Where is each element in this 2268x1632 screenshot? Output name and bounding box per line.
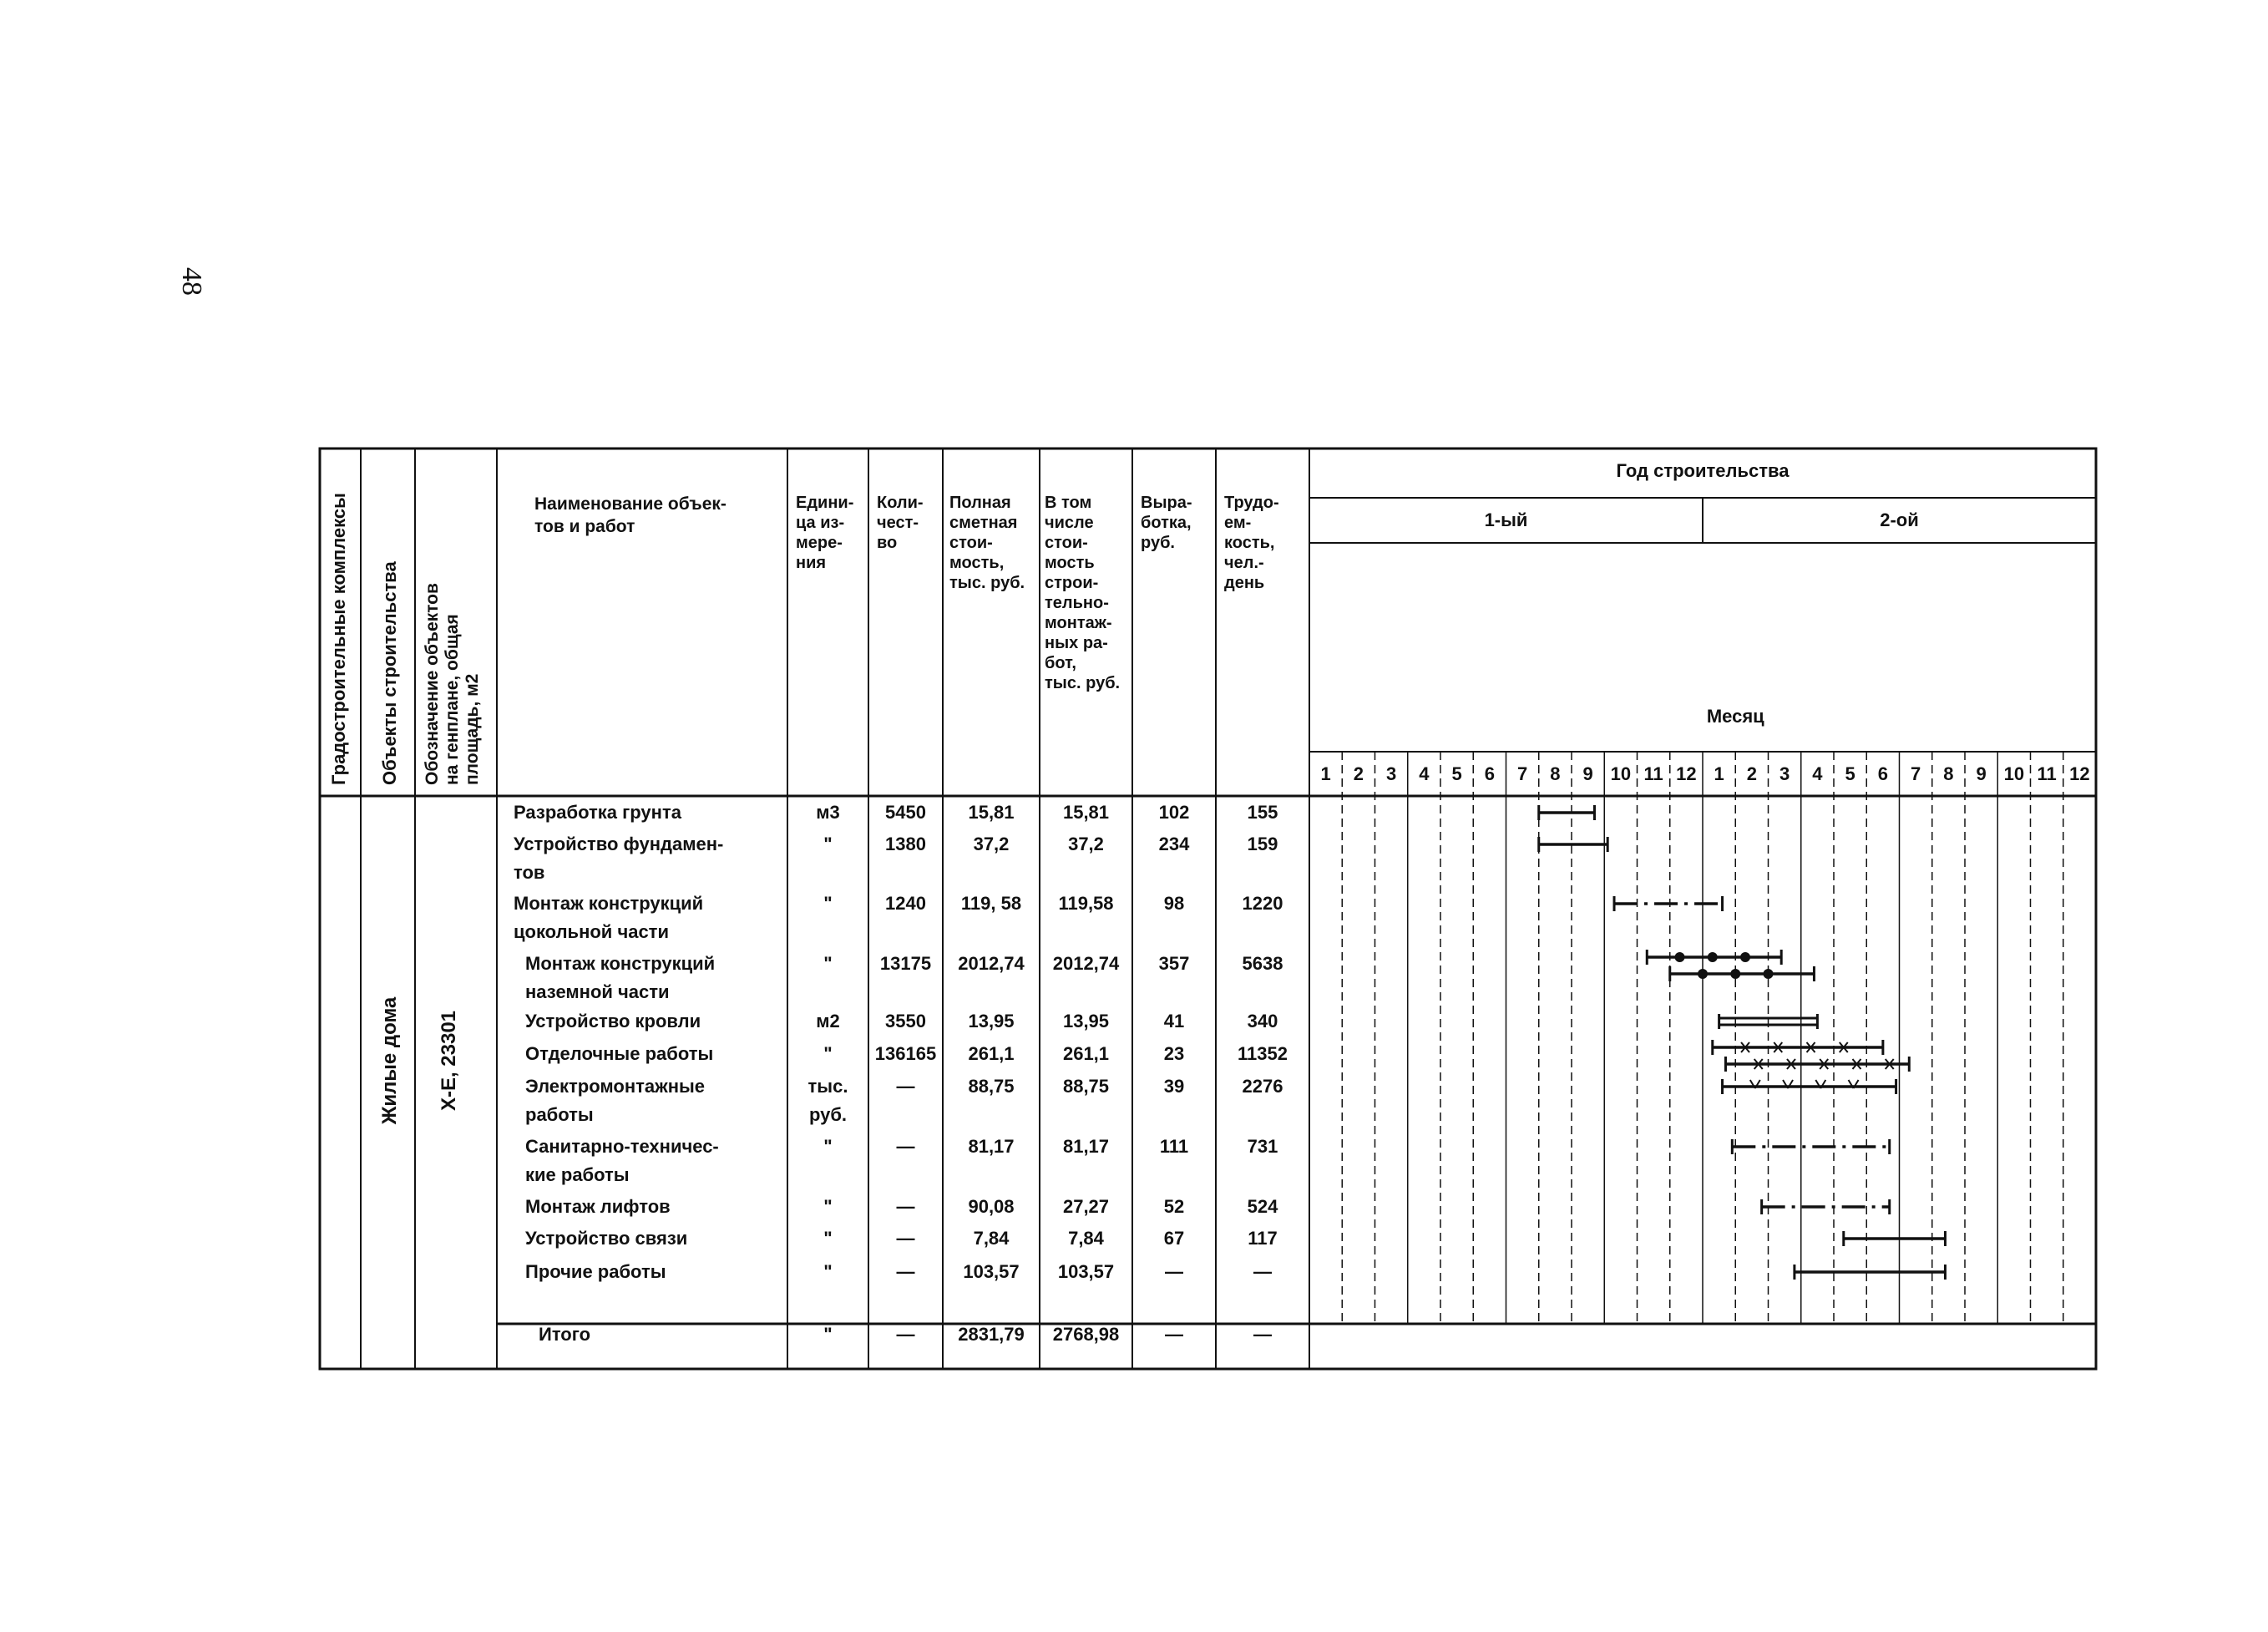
- gantt-bar: [1762, 1199, 1890, 1214]
- gantt-bar: [1539, 805, 1595, 820]
- work-name: Монтаж лифтов: [525, 1196, 671, 1217]
- work-name: Электромонтажные: [525, 1076, 706, 1097]
- header-designation: Обозначение объектов: [423, 583, 442, 785]
- work-name: Устройство кровли: [525, 1011, 701, 1031]
- work-name: наземной части: [525, 981, 670, 1002]
- gantt-dot: [1730, 969, 1740, 979]
- month-number: 6: [1877, 763, 1888, 784]
- header-complex: Градостроительные комплексы: [328, 493, 349, 785]
- gantt-bar: [1723, 1079, 1896, 1094]
- header-unit: мере-: [796, 534, 843, 552]
- gantt-bar: [1539, 837, 1607, 852]
- table-row: [525, 1076, 1283, 1125]
- included-cost: 103,57: [1057, 1261, 1115, 1282]
- header-qty: чест-: [877, 514, 919, 532]
- table-row: [514, 893, 1283, 942]
- gantt-bar: [1614, 896, 1723, 911]
- total-quantity: —: [896, 1324, 915, 1345]
- full-cost: 103,57: [963, 1261, 1020, 1282]
- month-number: 9: [1976, 763, 1987, 784]
- included-cost: 261,1: [1062, 1043, 1110, 1064]
- included-cost: 15,81: [1062, 802, 1110, 823]
- header-included-cost: стои-: [1045, 534, 1088, 552]
- month-number: 4: [1812, 763, 1823, 784]
- month-number: 2: [1353, 763, 1364, 784]
- output: 102: [1158, 802, 1190, 823]
- quantity: 136165: [874, 1043, 937, 1064]
- header-labor: день: [1224, 574, 1265, 592]
- full-cost: 88,75: [968, 1076, 1015, 1097]
- included-cost: 13,95: [1062, 1011, 1110, 1031]
- gantt-bar: [1670, 966, 1815, 981]
- table-row: [525, 1196, 1278, 1217]
- full-cost: 119, 58: [960, 893, 1022, 914]
- included-cost: 27,27: [1062, 1196, 1110, 1217]
- month-number: 11: [2037, 763, 2057, 784]
- full-cost: 37,2: [973, 834, 1010, 854]
- header-included-cost: В том: [1045, 494, 1092, 512]
- output: 41: [1163, 1011, 1185, 1031]
- complex-name: Жилые дома: [378, 996, 401, 1125]
- included-cost: 81,17: [1062, 1136, 1110, 1157]
- output: 357: [1158, 953, 1190, 974]
- output: 39: [1163, 1076, 1185, 1097]
- work-name: Разработка грунта: [514, 802, 681, 823]
- header-full-cost: стои-: [949, 534, 993, 552]
- output: 52: [1163, 1196, 1185, 1217]
- gantt-bar: [1732, 1139, 1889, 1154]
- unit: м2: [816, 1011, 840, 1031]
- labor: 2276: [1242, 1076, 1283, 1097]
- header-output: Выра-: [1141, 494, 1192, 512]
- header-output: руб.: [1141, 534, 1175, 552]
- quantity: 1380: [885, 834, 926, 854]
- gantt-dot: [1764, 969, 1774, 979]
- header-labor: ем-: [1224, 514, 1252, 532]
- unit: ": [823, 893, 833, 914]
- work-name: Устройство связи: [525, 1228, 688, 1249]
- work-name: цокольной части: [514, 921, 669, 942]
- header-qty: Коли-: [877, 494, 924, 512]
- gantt-dot: [1698, 969, 1708, 979]
- quantity: —: [896, 1076, 915, 1097]
- header-full-cost: мость,: [949, 554, 1005, 572]
- full-cost: 13,95: [968, 1011, 1015, 1031]
- month-number: 7: [1517, 763, 1528, 784]
- included-cost: 7,84: [1068, 1228, 1104, 1249]
- month-number: 1: [1714, 763, 1724, 784]
- month-number: 3: [1386, 763, 1397, 784]
- quantity: —: [896, 1261, 915, 1282]
- output: 23: [1163, 1043, 1185, 1064]
- header-name: Наименование объек-: [534, 494, 726, 514]
- month-number: 7: [1911, 763, 1921, 784]
- output: 98: [1163, 893, 1185, 914]
- header-unit: ния: [796, 554, 827, 572]
- month-number: 12: [1676, 763, 1697, 784]
- table-row: [525, 1043, 1288, 1064]
- gantt-bar: [1647, 950, 1781, 965]
- table-row: [525, 1011, 1278, 1031]
- output: 67: [1163, 1228, 1185, 1249]
- quantity: 13175: [879, 953, 932, 974]
- month-number: 5: [1451, 763, 1462, 784]
- header-unit: ца из-: [796, 514, 845, 532]
- gantt-dot: [1740, 952, 1750, 962]
- work-name: тов: [514, 862, 545, 883]
- object-designation: Х-Е, 23301: [438, 1010, 460, 1112]
- labor: 159: [1247, 834, 1278, 854]
- month-number: 2: [1746, 763, 1757, 784]
- header-year-2: 2-ой: [1880, 509, 1919, 530]
- header-labor: чел.-: [1224, 554, 1264, 572]
- month-number: 11: [1643, 763, 1663, 784]
- labor: 524: [1247, 1196, 1278, 1217]
- month-number: 8: [1550, 763, 1561, 784]
- unit: ": [823, 834, 833, 854]
- work-name: Устройство фундамен-: [514, 834, 724, 854]
- labor: 11352: [1238, 1043, 1288, 1064]
- work-name: Санитарно-техничес-: [525, 1136, 719, 1157]
- total-included-cost: 2768,98: [1052, 1324, 1120, 1345]
- month-number: 10: [1610, 763, 1632, 784]
- labor: 731: [1247, 1136, 1278, 1157]
- full-cost: 261,1: [968, 1043, 1015, 1064]
- header-year-label: Год строительства: [1616, 460, 1790, 481]
- header-full-cost: Полная: [949, 494, 1011, 512]
- header-included-cost: числе: [1045, 514, 1094, 532]
- gantt-dot: [1708, 952, 1718, 962]
- header-full-cost: тыс. руб.: [949, 574, 1025, 592]
- unit: тыс.: [807, 1076, 848, 1097]
- total-full-cost: 2831,79: [958, 1324, 1025, 1345]
- header-unit: Едини-: [796, 494, 854, 512]
- page-number: 48: [176, 267, 207, 296]
- unit: ": [823, 1043, 833, 1064]
- quantity: 3550: [885, 1011, 926, 1031]
- month-number: 10: [2003, 763, 2025, 784]
- header-month-label: Месяц: [1706, 706, 1764, 727]
- work-name: Отделочные работы: [525, 1043, 714, 1064]
- header-labor: Трудо-: [1224, 494, 1279, 512]
- total-unit: ": [823, 1324, 833, 1345]
- work-name: Прочие работы: [525, 1261, 666, 1282]
- header-labor: кость,: [1224, 534, 1275, 552]
- header-designation: площадь, м2: [463, 673, 482, 785]
- header-designation: на генплане, общая: [443, 614, 462, 785]
- work-name: Монтаж конструкций: [514, 893, 704, 914]
- unit: ": [823, 1196, 833, 1217]
- header-included-cost: монтаж-: [1045, 614, 1112, 632]
- work-name: Монтаж конструкций: [525, 953, 716, 974]
- full-cost: 15,81: [968, 802, 1015, 823]
- header-included-cost: бот,: [1045, 654, 1076, 672]
- output: 234: [1158, 834, 1190, 854]
- total-output: —: [1165, 1324, 1183, 1345]
- month-number: 3: [1779, 763, 1790, 784]
- gantt-dot: [1675, 952, 1685, 962]
- labor: 155: [1247, 802, 1278, 823]
- labor: 117: [1248, 1228, 1278, 1249]
- table-row: [525, 953, 1283, 1002]
- full-cost: 81,17: [968, 1136, 1015, 1157]
- labor: 340: [1247, 1011, 1278, 1031]
- month-number: 12: [2069, 763, 2090, 784]
- month-number: 5: [1845, 763, 1855, 784]
- quantity: 5450: [885, 802, 926, 823]
- month-number: 9: [1582, 763, 1593, 784]
- table-row: [525, 1136, 1278, 1185]
- header-output: ботка,: [1141, 514, 1192, 532]
- quantity: —: [896, 1196, 915, 1217]
- header-included-cost: мость: [1045, 554, 1095, 572]
- table-row: [525, 1261, 1272, 1282]
- table-row: [514, 802, 1278, 823]
- unit: ": [823, 1261, 833, 1282]
- month-number: 6: [1484, 763, 1495, 784]
- labor: —: [1253, 1261, 1272, 1282]
- total-label: Итого: [539, 1324, 591, 1345]
- header-included-cost: ных ра-: [1045, 634, 1108, 652]
- header-included-cost: тыс. руб.: [1045, 674, 1121, 692]
- included-cost: 37,2: [1068, 834, 1104, 854]
- gantt-bar: [1795, 1265, 1946, 1280]
- header-objects: Объекты строительства: [379, 561, 400, 785]
- gantt-bar: [1844, 1231, 1946, 1246]
- quantity: —: [896, 1228, 915, 1249]
- full-cost: 2012,74: [958, 953, 1025, 974]
- output: —: [1165, 1261, 1183, 1282]
- gantt-bar: [1725, 1057, 1909, 1072]
- unit: руб.: [808, 1104, 848, 1125]
- work-name: работы: [525, 1104, 594, 1125]
- total-labor: —: [1253, 1324, 1272, 1345]
- labor: 5638: [1242, 953, 1283, 974]
- table-row: [525, 1228, 1278, 1249]
- header-year-1: 1-ый: [1484, 509, 1528, 530]
- quantity: 1240: [885, 893, 926, 914]
- unit: м3: [816, 802, 840, 823]
- header-included-cost: строи-: [1045, 574, 1099, 592]
- table-row: [514, 834, 1278, 883]
- output: 111: [1159, 1136, 1189, 1157]
- gantt-bar: [1713, 1040, 1883, 1055]
- quantity: —: [896, 1136, 915, 1157]
- included-cost: 119,58: [1058, 893, 1114, 914]
- month-number: 8: [1943, 763, 1954, 784]
- unit: ": [823, 1136, 833, 1157]
- unit: ": [823, 953, 833, 974]
- included-cost: 2012,74: [1052, 953, 1120, 974]
- header-full-cost: сметная: [949, 514, 1018, 532]
- unit: ": [823, 1228, 833, 1249]
- month-number: 1: [1320, 763, 1331, 784]
- header-name: тов и работ: [534, 517, 635, 536]
- full-cost: 90,08: [968, 1196, 1015, 1217]
- labor: 1220: [1242, 893, 1283, 914]
- month-number: 4: [1419, 763, 1430, 784]
- work-name: кие работы: [525, 1164, 630, 1185]
- included-cost: 88,75: [1062, 1076, 1110, 1097]
- full-cost: 7,84: [973, 1228, 1010, 1249]
- header-qty: во: [877, 534, 898, 552]
- header-included-cost: тельно-: [1045, 594, 1109, 612]
